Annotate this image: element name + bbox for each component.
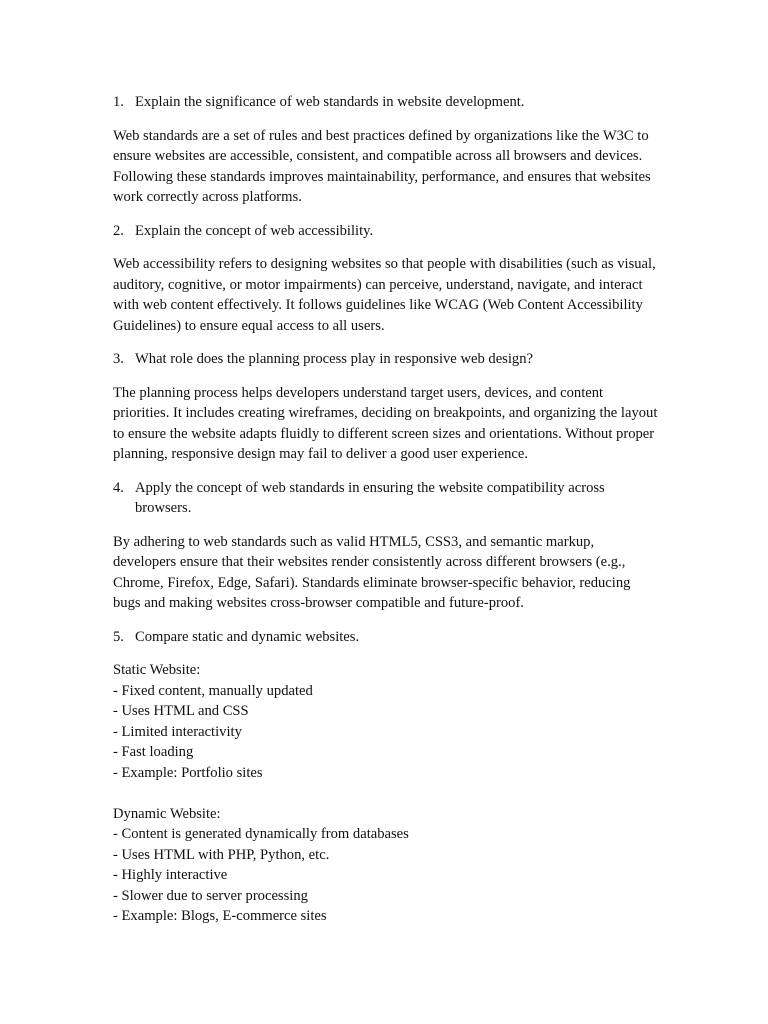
list-item: - Slower due to server processing bbox=[113, 887, 308, 904]
list-item: - Fixed content, manually updated bbox=[113, 682, 313, 699]
blank-line bbox=[113, 783, 658, 804]
question-number: 5. bbox=[113, 628, 124, 645]
question-4 bbox=[113, 478, 658, 519]
static-website-heading: Static Website: bbox=[113, 662, 201, 678]
list-item: - Uses HTML with PHP, Python, etc. bbox=[113, 846, 330, 863]
list-item: - Uses HTML and CSS bbox=[113, 703, 249, 719]
static-website-list bbox=[113, 660, 658, 783]
answer-4: By adhering to web standards such as valid HTML5, CSS3, and semantic markup, developers ensure that their websites render consistently across different browsers (e.g., Chrome, Firefox, Edge, Safari). Standards eliminate browser-specific behavior, reducing bugs and making websites cross-browser compatible and future-proof. bbox=[113, 533, 631, 611]
answer-3: The planning process helps developers understand target users, devices, and content priorities. It includes creating wireframes, deciding on breakpoints, and organizing the layout to ensure the website adapts fluidly to different screen sizes and orientations. Without proper planning, responsive design may fail to deliver a good user experience. bbox=[113, 384, 658, 462]
question-5 bbox=[113, 627, 658, 648]
question-number: 1. bbox=[113, 94, 124, 110]
question-text: Apply the concept of web standards in ensuring the website compatibility across browsers. bbox=[135, 479, 605, 516]
list-item: - Example: Portfolio sites bbox=[113, 764, 263, 781]
question-1 bbox=[113, 92, 658, 113]
answer-1: Web standards are a set of rules and best practices defined by organizations like the W3C to ensure websites are accessible, consistent, and compatible across all browsers and devices. Following these standards improves maintainability, performance, and ensures that websites work correctly across platforms. bbox=[113, 127, 651, 205]
question-number: 2. bbox=[113, 222, 124, 239]
question-text: What role does the planning process play in responsive web design? bbox=[135, 351, 533, 367]
question-text: Explain the concept of web accessibility. bbox=[135, 222, 374, 239]
question-3 bbox=[113, 349, 658, 370]
document-page bbox=[113, 92, 658, 927]
list-item: - Limited interactivity bbox=[113, 723, 242, 740]
question-text: Explain the significance of web standards in website development. bbox=[135, 94, 525, 110]
question-text: Compare static and dynamic websites. bbox=[135, 628, 360, 645]
dynamic-website-list bbox=[113, 804, 658, 927]
list-item: - Content is generated dynamically from databases bbox=[113, 826, 409, 842]
question-2 bbox=[113, 221, 658, 242]
question-number: 4. bbox=[113, 479, 124, 496]
list-item: - Example: Blogs, E-commerce sites bbox=[113, 908, 327, 924]
list-item: - Highly interactive bbox=[113, 867, 228, 883]
dynamic-website-heading: Dynamic Website: bbox=[113, 805, 221, 822]
list-item: - Fast loading bbox=[113, 744, 194, 760]
answer-2: Web accessibility refers to designing websites so that people with disabilities (such as visual, auditory, cognitive, or motor impairments) can perceive, understand, navigate, and interact with web content effectively. It follows guidelines like WCAG (Web Content Accessibility Guidelines) to ensure equal access to all users. bbox=[113, 256, 656, 334]
question-number: 3. bbox=[113, 351, 124, 367]
